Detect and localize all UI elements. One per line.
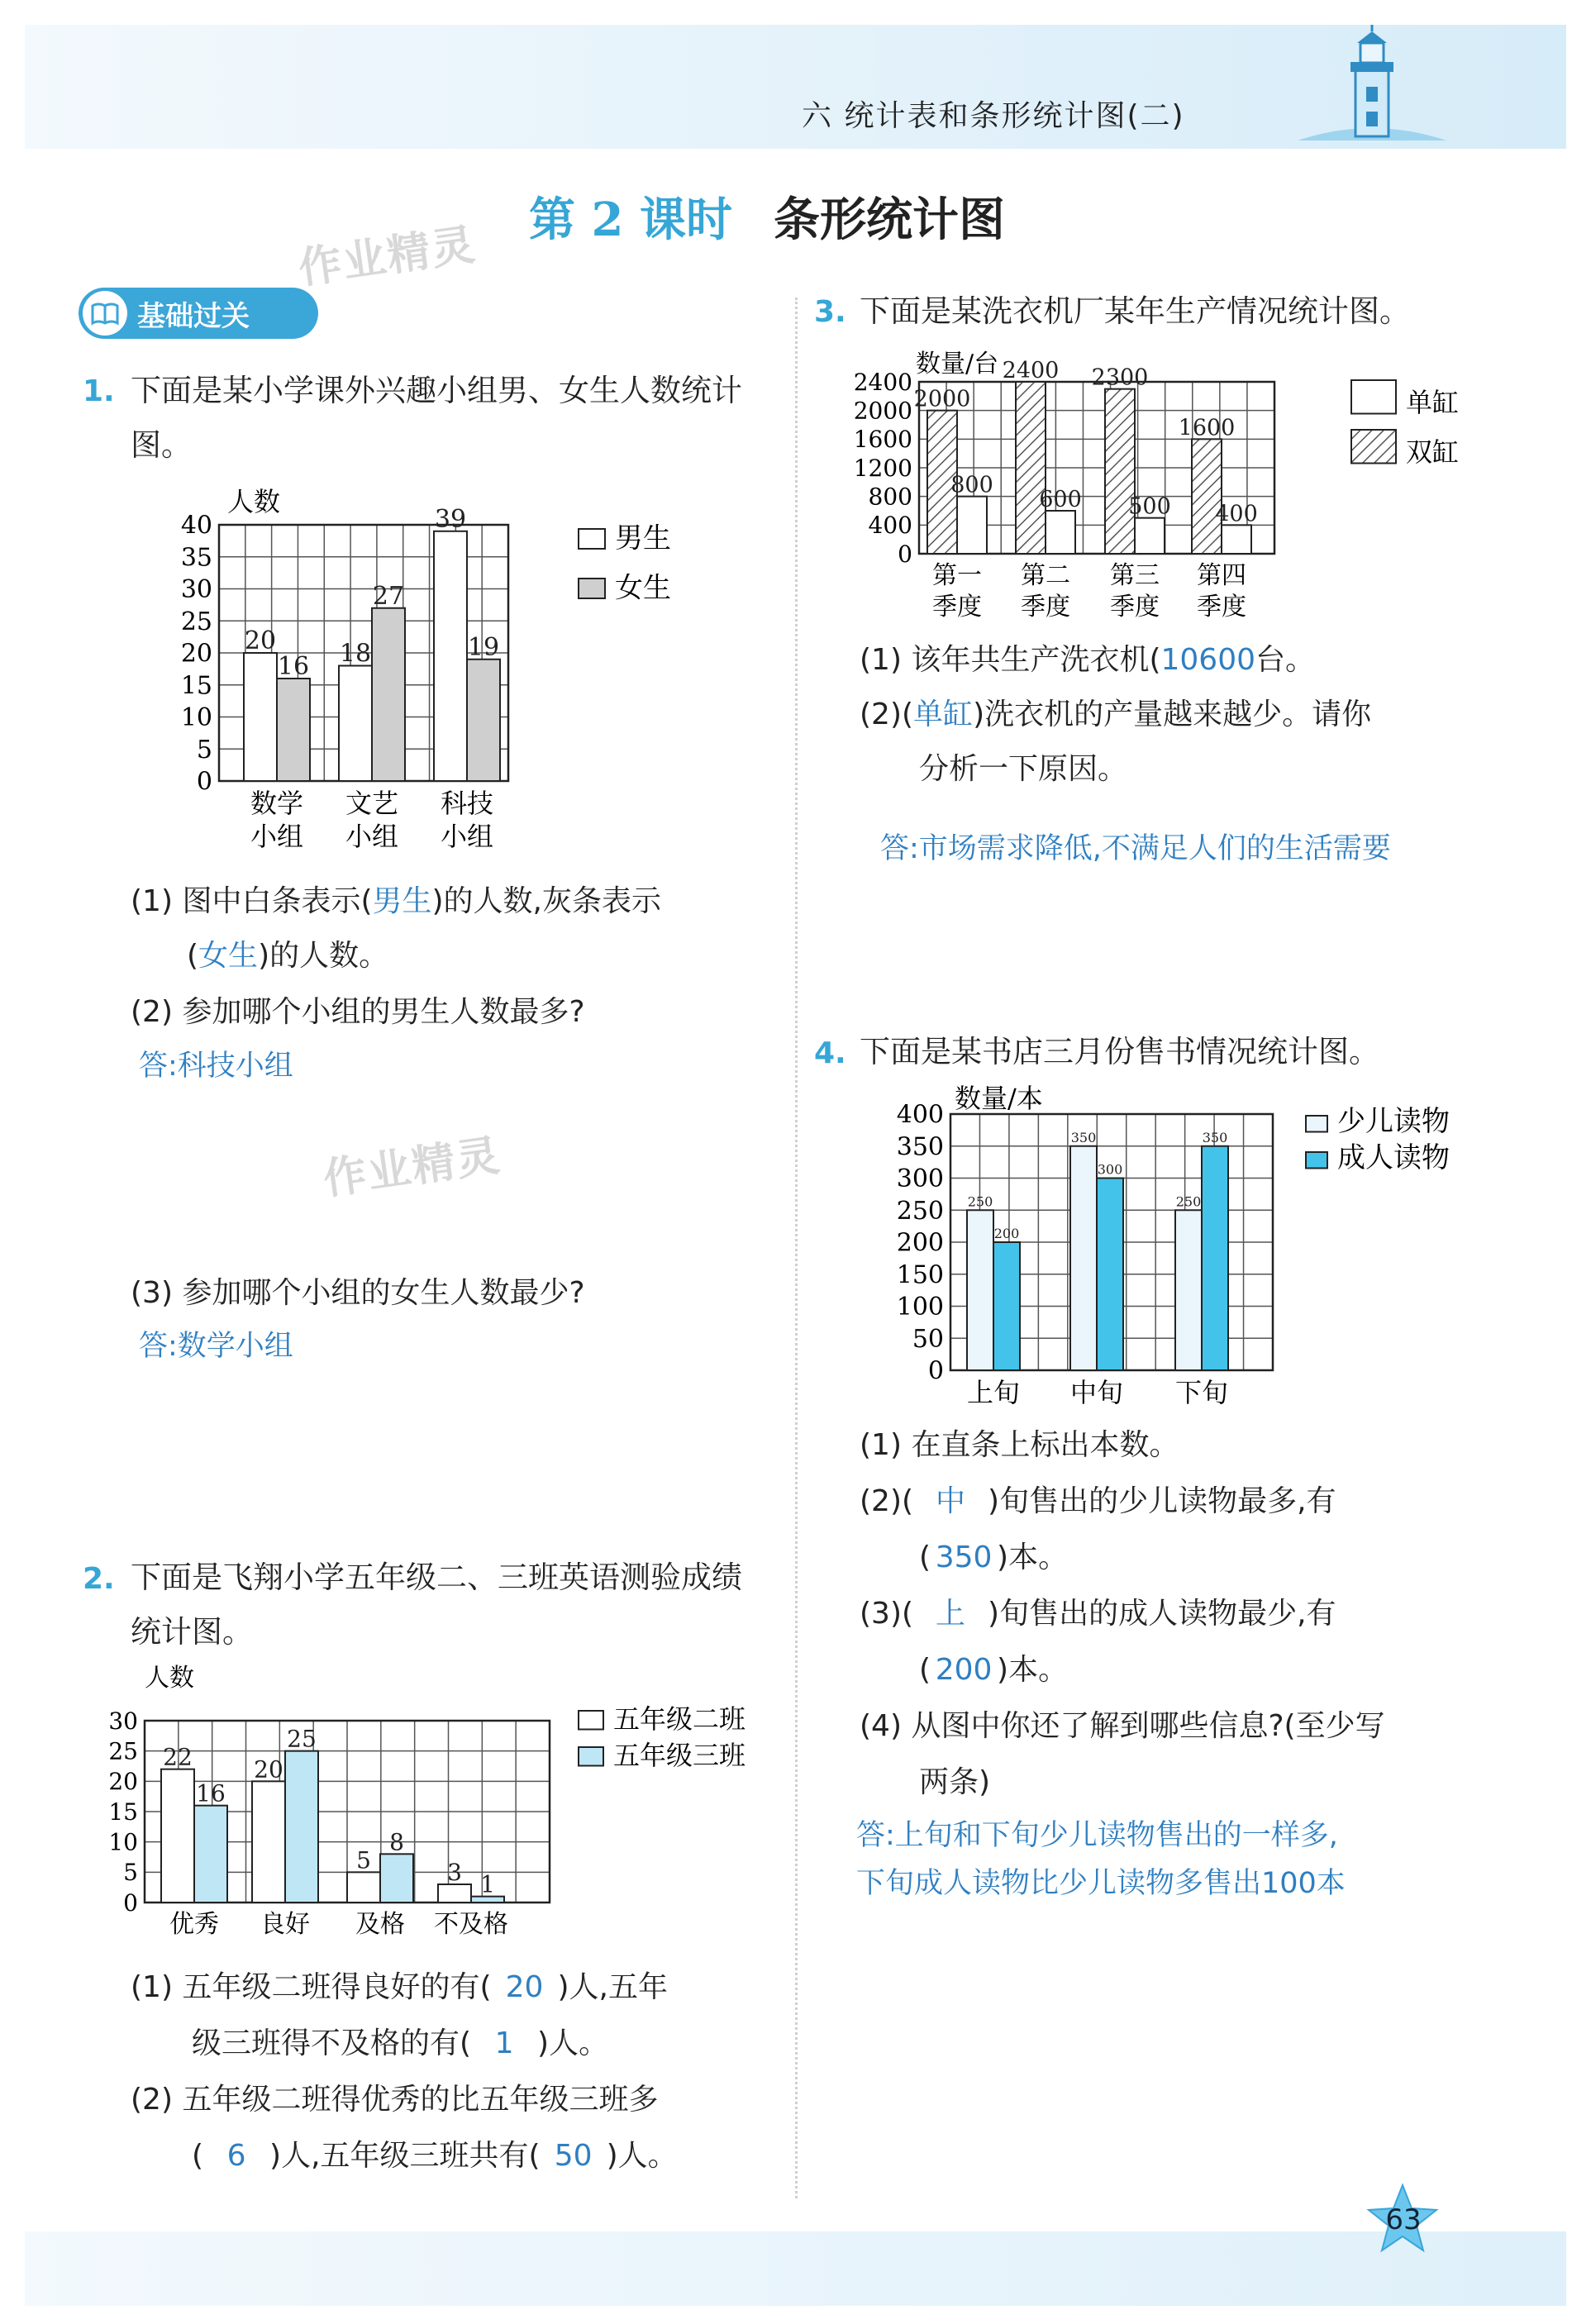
q4-sub2-cont (919, 1531, 1068, 1585)
y-tick-label: 0 (927, 1356, 944, 1386)
legend-label: 单缸 (1406, 386, 1460, 418)
x-tick-label: 第二 (1021, 561, 1070, 590)
data-label: 16 (196, 1779, 226, 1807)
bar (1046, 511, 1075, 554)
data-label: 19 (467, 632, 500, 662)
q3-sub1-text: (1) 该年共生产洗衣机( (860, 643, 1161, 677)
q4-sub4-cont: 两条) (919, 1765, 991, 1799)
bar (339, 666, 372, 782)
bar (434, 531, 467, 781)
q4-sub2-text: )旬售出的少儿读物最多,有 (988, 1484, 1336, 1518)
bar (1105, 389, 1135, 554)
y-tick-label: 2000 (853, 397, 912, 425)
bar (1070, 1146, 1097, 1370)
bar (967, 1210, 993, 1370)
q4-sub2-text: )本。 (997, 1541, 1069, 1574)
bar (194, 1806, 227, 1903)
y-tick-label: 5 (196, 735, 212, 764)
x-tick-label: 第一 (932, 561, 982, 590)
y-tick-label: 1200 (853, 454, 912, 482)
question-number: 2. (83, 1562, 115, 1596)
bar (1222, 525, 1251, 554)
y-tick-label: 25 (180, 607, 212, 636)
y-tick-label: 2400 (853, 368, 912, 396)
answer-text: 答:上旬和下旬少儿读物售出的一样多, (856, 1819, 1338, 1852)
legend-swatch (579, 1747, 603, 1766)
bar (438, 1884, 471, 1903)
chart-q2 (99, 1661, 777, 1959)
y-tick-label: 250 (896, 1196, 944, 1226)
y-tick-label: 30 (108, 1707, 138, 1735)
chart-q1 (149, 479, 777, 860)
answer-blank: 6 (226, 2139, 246, 2173)
bar (277, 679, 310, 781)
answer-blank: 50 (554, 2139, 593, 2173)
answer-text: 下旬成人读物比少儿读物多售出100本 (856, 1867, 1346, 1900)
data-label: 8 (389, 1828, 404, 1856)
bar (1175, 1210, 1202, 1370)
y-tick-label: 0 (123, 1888, 138, 1917)
x-tick-label: 季度 (932, 593, 982, 621)
lesson-title (529, 183, 1005, 250)
data-label: 500 (1128, 493, 1171, 520)
data-label: 3 (447, 1859, 462, 1886)
bar (244, 653, 277, 781)
bar (467, 660, 500, 781)
y-tick-label: 200 (896, 1228, 944, 1258)
q1-sub1-text: )的人数。 (258, 939, 389, 973)
y-tick-label: 15 (108, 1798, 138, 1826)
legend-label: 五年级二班 (613, 1703, 746, 1735)
bar (285, 1751, 318, 1903)
data-label: 300 (1097, 1161, 1123, 1178)
answer-text: 答:科技小组 (139, 1050, 293, 1083)
x-tick-label: 中旬 (1069, 1377, 1124, 1408)
data-label: 18 (339, 639, 372, 669)
data-label: 20 (244, 626, 277, 655)
q2-sub1-text: 级三班得不及格的有( (192, 2026, 472, 2060)
data-label: 25 (287, 1725, 317, 1753)
data-label: 350 (1070, 1129, 1097, 1145)
q1-sub3: (3) 参加哪个小组的女生人数最少? (131, 1276, 585, 1310)
data-label: 250 (967, 1193, 993, 1210)
data-label: 27 (372, 581, 405, 611)
data-label: 16 (277, 652, 310, 681)
bar (957, 497, 987, 554)
x-tick-label: 下旬 (1174, 1377, 1229, 1408)
bar (372, 608, 405, 781)
answer-blank: 单缸 (913, 698, 974, 731)
q4-sub2-text: ( (919, 1541, 931, 1574)
page-number: 63 (1385, 2203, 1422, 2236)
answer-blank: 10600 (1160, 643, 1256, 677)
q2-sub1-text: (1) 五年级二班得良好的有( (131, 1970, 492, 2004)
y-tick-label: 0 (196, 767, 212, 797)
q2-sub1-text: )人,五年 (557, 1970, 668, 2004)
legend-swatch (1306, 1116, 1327, 1132)
y-axis-label: 数量/台 (916, 350, 999, 379)
y-tick-label: 300 (896, 1164, 944, 1193)
x-tick-label: 上旬 (966, 1377, 1021, 1408)
bar (1097, 1179, 1123, 1371)
x-tick-label: 季度 (1197, 593, 1246, 621)
x-tick-label: 小组 (250, 821, 304, 852)
q4-sub3-text: ( (919, 1653, 931, 1687)
data-label: 5 (356, 1846, 371, 1874)
data-label: 600 (1039, 487, 1082, 512)
answer-blank: 男生 (372, 884, 432, 918)
lesson-topic: 条形统计图 (773, 193, 1005, 247)
bar (161, 1769, 194, 1903)
section-badge (79, 288, 318, 339)
x-tick-label: 第三 (1110, 561, 1160, 590)
data-label: 350 (1202, 1129, 1228, 1145)
q1-sub1-cont (187, 929, 388, 983)
question-text: 下面是某洗衣机厂某年生产情况统计图。 (860, 293, 1410, 329)
y-tick-label: 40 (180, 511, 212, 541)
q1-sub1 (131, 874, 661, 929)
q3-sub2-cont: 分析一下原因。 (919, 752, 1128, 786)
y-tick-label: 800 (868, 483, 912, 511)
question-text: 下面是某书店三月份售书情况统计图。 (860, 1034, 1379, 1069)
q2-sub2: (2) 五年级二班得优秀的比五年级三班多 (131, 2083, 659, 2117)
chart-q3 (843, 339, 1554, 636)
y-tick-label: 35 (180, 543, 212, 573)
y-tick-label: 25 (108, 1737, 138, 1765)
answer-blank: 200 (935, 1653, 993, 1687)
bar (993, 1242, 1020, 1370)
legend-label: 五年级三班 (613, 1740, 746, 1771)
q4-sub3-text: (3)( (860, 1597, 914, 1631)
y-tick-label: 350 (896, 1132, 944, 1162)
y-tick-label: 0 (898, 540, 912, 568)
x-tick-label: 优秀 (169, 1910, 219, 1939)
data-label: 1 (480, 1870, 495, 1898)
question-number: 4. (814, 1036, 846, 1070)
y-axis-label: 数量/本 (955, 1083, 1043, 1114)
y-tick-label: 15 (180, 671, 212, 701)
x-tick-label: 不及格 (434, 1910, 508, 1939)
data-label: 250 (1175, 1193, 1202, 1210)
column-divider (795, 298, 798, 2198)
data-label: 1600 (1178, 415, 1236, 441)
q4-sub1: (1) 在直条上标出本数。 (860, 1428, 1179, 1462)
legend-label: 女生 (615, 571, 671, 605)
y-tick-label: 10 (108, 1828, 138, 1856)
y-tick-label: 50 (912, 1324, 944, 1354)
q2-sub1-cont (192, 2017, 608, 2071)
answer-blank: 上 (936, 1597, 966, 1631)
y-tick-label: 150 (896, 1260, 944, 1290)
q4-sub3-text: )旬售出的成人读物最少,有 (988, 1597, 1336, 1631)
legend-swatch (579, 1711, 603, 1730)
data-label: 200 (993, 1226, 1020, 1241)
x-tick-label: 科技 (440, 788, 494, 819)
bar (347, 1872, 380, 1903)
q2-sub1-text: )人。 (537, 2026, 609, 2060)
q2-sub2-text: )人,五年级三班共有( (269, 2139, 541, 2173)
legend-label: 男生 (615, 521, 671, 555)
q2-sub2-text: ( (192, 2139, 204, 2173)
q4-sub4: (4) 从图中你还了解到哪些信息?(至少写 (860, 1709, 1385, 1743)
answer-blank: 350 (935, 1541, 993, 1574)
x-tick-label: 小组 (345, 821, 399, 852)
y-tick-label: 5 (123, 1859, 138, 1887)
y-tick-label: 20 (180, 639, 212, 669)
q1-sub1-text: ( (187, 939, 199, 973)
data-label: 800 (950, 472, 993, 498)
legend-label: 成人读物 (1337, 1141, 1450, 1175)
watermark: 作业精灵 (295, 220, 479, 294)
data-label: 400 (1215, 501, 1258, 527)
x-tick-label: 文艺 (345, 788, 399, 819)
data-label: 22 (163, 1743, 193, 1771)
chart-q4 (876, 1074, 1488, 1422)
legend-swatch (1351, 380, 1396, 414)
data-label: 2300 (1091, 364, 1149, 391)
book-icon (83, 291, 127, 336)
lesson-number: 第 2 课时 (529, 193, 732, 247)
q4-sub2 (860, 1474, 1336, 1529)
answer-blank: 1 (494, 2026, 514, 2060)
q3-sub1-text: 台。 (1255, 643, 1316, 677)
legend-swatch (579, 579, 605, 598)
data-label: 2000 (913, 386, 971, 412)
y-tick-label: 1600 (853, 426, 912, 454)
q4-sub2-text: (2)( (860, 1484, 914, 1518)
q1-sub2: (2) 参加哪个小组的男生人数最多? (131, 995, 585, 1029)
y-tick-label: 20 (108, 1768, 138, 1796)
y-tick-label: 10 (180, 703, 212, 732)
y-axis-label: 人数 (145, 1664, 194, 1693)
q2-sub2-cont (192, 2129, 678, 2184)
q1-sub1-text: (1) 图中白条表示( (131, 884, 373, 918)
legend-label: 少儿读物 (1337, 1105, 1450, 1139)
bar (380, 1854, 413, 1903)
bar (1016, 382, 1046, 554)
q3-sub2-text: )洗衣机的产量越来越少。请你 (973, 698, 1372, 731)
q3-sub1 (860, 633, 1315, 688)
footer-band (25, 2231, 1566, 2306)
x-tick-label: 良好 (260, 1910, 310, 1939)
y-tick-label: 400 (896, 1100, 944, 1130)
x-tick-label: 第四 (1197, 561, 1246, 590)
answer-blank: 女生 (198, 939, 259, 973)
x-tick-label: 季度 (1110, 593, 1160, 621)
answer-blank: 20 (505, 1970, 544, 2004)
answer-text: 答:市场需求降低,不满足人们的生活需要 (880, 832, 1391, 865)
y-tick-label: 30 (180, 575, 212, 604)
q4-sub3-cont (919, 1643, 1068, 1698)
y-tick-label: 400 (868, 512, 912, 540)
section-badge-label: 基础过关 (137, 299, 250, 333)
legend-swatch (1306, 1152, 1327, 1169)
q2-sub2-text: )人。 (606, 2139, 678, 2173)
question-number: 3. (814, 295, 846, 329)
data-label: 20 (254, 1755, 283, 1783)
question-number: 1. (83, 374, 115, 408)
x-tick-label: 小组 (440, 821, 494, 852)
legend-label: 双缸 (1406, 436, 1460, 468)
q1-sub1-text: )的人数,灰条表示 (431, 884, 661, 918)
question-text: 下面是某小学课外兴趣小组男、女生人数统计图。 (131, 373, 742, 463)
bar (1202, 1146, 1228, 1370)
x-tick-label: 季度 (1021, 593, 1070, 621)
q3-sub2-text: (2)( (860, 698, 914, 731)
y-axis-label: 人数 (227, 486, 281, 517)
data-label: 39 (434, 504, 467, 534)
x-tick-label: 数学 (250, 788, 304, 819)
legend-swatch (579, 529, 605, 549)
legend-swatch (1351, 430, 1396, 464)
q3-sub2 (860, 688, 1371, 742)
answer-blank: 中 (936, 1484, 966, 1518)
y-tick-label: 100 (896, 1293, 944, 1322)
answer-text: 答:数学小组 (139, 1330, 293, 1363)
x-tick-label: 及格 (355, 1910, 405, 1939)
bar (1135, 518, 1165, 554)
data-label: 2400 (1002, 358, 1060, 383)
q2-sub1 (131, 1960, 668, 2015)
q4-sub3 (860, 1587, 1336, 1641)
bar (252, 1781, 285, 1903)
lighthouse-icon (1289, 25, 1455, 149)
watermark: 作业精灵 (320, 1131, 504, 1205)
chapter-title: 六 统计表和条形统计图(二) (802, 99, 1185, 133)
question-text: 下面是飞翔小学五年级二、三班英语测验成绩统计图。 (131, 1560, 742, 1650)
q4-sub3-text: )本。 (997, 1653, 1069, 1687)
bar (1192, 439, 1222, 554)
